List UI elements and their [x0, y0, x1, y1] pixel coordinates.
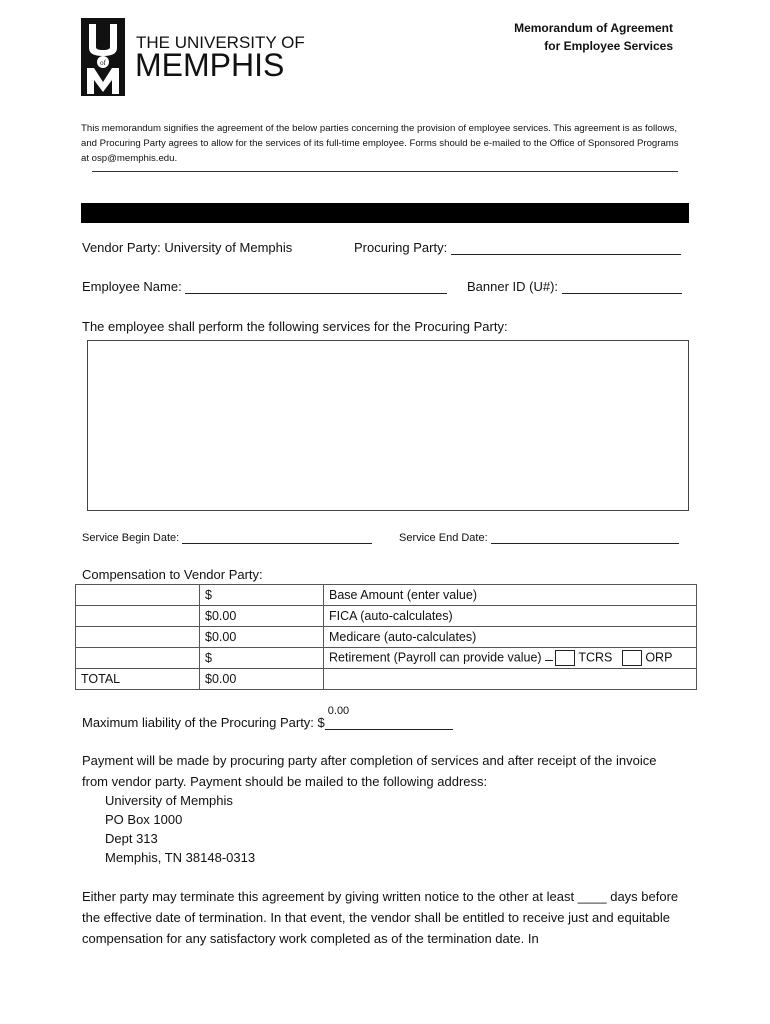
row-label-cell — [76, 627, 200, 648]
banner-id-field — [467, 279, 682, 294]
service-end-input[interactable] — [491, 530, 679, 544]
logo-line2: MEMPHIS — [135, 47, 285, 83]
memo-title — [514, 19, 673, 55]
compensation-label: Compensation to Vendor Party: — [82, 567, 263, 582]
description-text: Retirement (Payroll can provide value) — [329, 650, 542, 665]
retirement-cell — [324, 648, 697, 669]
amount-cell: $0.00 — [200, 606, 324, 627]
amount-cell: $0.00 — [200, 627, 324, 648]
address-line: Dept 313 — [105, 831, 158, 846]
service-end-field — [399, 530, 679, 544]
tcrs-label: TCRS — [578, 650, 613, 665]
title-line1: Memorandum of Agreement — [514, 21, 673, 35]
svg-text:of: of — [100, 59, 106, 67]
service-begin-label: Service Begin Date: — [82, 532, 180, 544]
intro-paragraph: This memorandum signifies the agreement of the below parties concerning the provision of employee services. This agreement is as follows, and Procuring Party agrees to allow for the services of its full-time employee. Forms should be e-mailed to the Office of Sponsored Programs at osp@memphis.edu. — [81, 123, 679, 164]
banner-id-input[interactable] — [562, 280, 682, 294]
procuring-party-field — [354, 240, 681, 255]
table-row — [76, 585, 697, 606]
tcrs-checkbox[interactable] — [555, 650, 575, 666]
payment-paragraph: Payment will be made by procuring party after completion of services and after receipt of the invoice from vendor party. Payment should be mailed to the following address: — [82, 753, 657, 789]
table-row — [76, 627, 697, 648]
logo-line1: THE UNIVERSITY OF — [136, 33, 305, 52]
total-label-cell: TOTAL — [76, 669, 200, 690]
section-bar — [81, 203, 689, 223]
orp-checkbox[interactable] — [622, 650, 642, 666]
compensation-table — [75, 584, 697, 690]
max-liability-value: 0.00 — [327, 705, 350, 717]
description-cell: FICA (auto-calculates) — [324, 606, 697, 627]
address-line: Memphis, TN 38148-0313 — [105, 850, 256, 865]
vendor-party: Vendor Party: University of Memphis — [82, 240, 293, 255]
description-cell: Medicare (auto-calculates) — [324, 627, 697, 648]
max-liability-input[interactable] — [325, 705, 453, 730]
services-textarea[interactable] — [87, 340, 689, 511]
table-row — [76, 606, 697, 627]
service-begin-field — [82, 530, 372, 544]
row-label-cell — [76, 585, 200, 606]
amount-cell[interactable]: $ — [200, 585, 324, 606]
procuring-party-input[interactable] — [451, 241, 681, 255]
employee-name-label: Employee Name: — [82, 279, 182, 294]
banner-id-label: Banner ID (U#): — [467, 279, 559, 294]
row-label-cell — [76, 648, 200, 669]
address-line: University of Memphis — [105, 793, 233, 808]
address-line: PO Box 1000 — [105, 812, 183, 827]
employee-name-field — [82, 279, 447, 294]
university-logo — [81, 18, 313, 96]
mailing-address — [105, 791, 255, 867]
description-cell: Base Amount (enter value) — [324, 585, 697, 606]
procuring-party-label: Procuring Party: — [354, 240, 448, 255]
termination-paragraph: Either party may terminate this agreement by giving written notice to the other at least ____ days before the effective date of termination. In that event, the vendor shall be entitled to receive just and equitable compensation for any satisfactory work completed as of the termination date. In — [82, 889, 679, 946]
table-row — [76, 669, 697, 690]
employee-name-input[interactable] — [185, 280, 447, 294]
max-liability-field — [82, 705, 453, 730]
divider — [92, 171, 678, 172]
service-begin-input[interactable] — [182, 530, 372, 544]
services-label: The employee shall perform the following services for the Procuring Party: — [82, 319, 508, 334]
service-end-label: Service End Date: — [399, 532, 488, 544]
total-amount-cell: $0.00 — [200, 669, 324, 690]
table-row — [76, 648, 697, 669]
max-liability-label: Maximum liability of the Procuring Party: $ — [82, 715, 325, 730]
row-label-cell — [76, 606, 200, 627]
title-line2: for Employee Services — [544, 39, 673, 53]
amount-cell[interactable]: $ — [200, 648, 324, 669]
description-cell — [324, 669, 697, 690]
orp-label: ORP — [645, 650, 673, 665]
